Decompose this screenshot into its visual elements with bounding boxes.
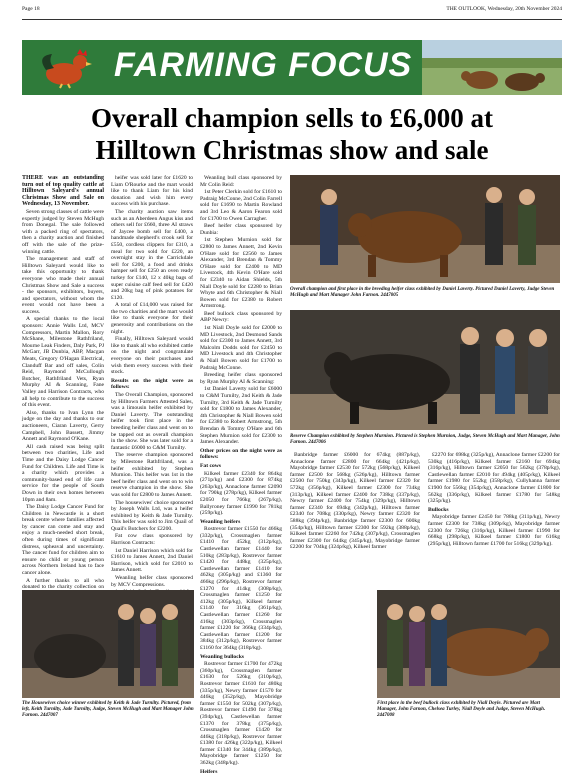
subheading: Heifers xyxy=(200,768,218,775)
paragraph: Kilkeel farmer £2340 for 864kg (271p/kg) and £2300 for 874kg (263p/kg), Annaclone farmer £2090 for 790kg (278p/kg), Kilkeel farmer £2050 for 766kg (267p/kg), Ballyroney farmer £1990 for 781kg (259p/kg). xyxy=(200,470,282,517)
rooster-icon xyxy=(34,48,104,88)
paragraph: Also, thanks to Ivan Lynn the judge on the day and thanks to our auctioneers, Ciaran Laverty, Gerry Campbell, John Bassett, Jimmy Annett and Raymond O'Kane. xyxy=(22,409,104,443)
paragraph: 1st Daniel Harrison which sold for £1610 to James Annett, 2nd Daniel Harrison, which sold for £2010 to James Annett. xyxy=(111,547,193,574)
subheading: Results on the night were as follows: xyxy=(111,377,193,391)
paragraph: A total of £14,000 was raised for the two charities and the mart would like to thank everyone for their generosity and contributions on the night. xyxy=(111,302,193,335)
paragraph: The reserve champion sponsored by Milestone Rathfriland, was a heifer exhibited by Stephen Murnion. This heifer was 1st in the beef heifer class and went on to win reserve champion in the show. She was sold for £2800 to James Annett. xyxy=(111,452,193,498)
publication-line: THE OUTLOOK, Wednesday, 20th November 2024 xyxy=(446,6,562,12)
farming-focus-banner xyxy=(22,40,562,95)
paragraph: A further thanks to all who donated to the charity collection on xyxy=(22,577,104,591)
subheading: Other prices on the night were as follows: xyxy=(200,447,282,461)
article-column-4 xyxy=(290,452,420,582)
paragraph: Rostrevor farmer £1700 for 472kg (360p/kg), Crossmaglen farmer £1630 for 526kg (310p/kg), Rostrevor farmer £1610 for 480kg (335p/kg), Newry farmer £1570 for 446kg (352p/kg), Mayobridge farmer £1550 for 502kg (307p/kg), Rostrevor farmer £1490 for 378kg (394p/kg), Castlewellan farmer £1370 for 378kg (375p/kg), Crossmaglen farmer £1420 for 446kg (318p/kg), Rostrevor farmer £1380 for 426kg (322p/kg), Kilkeel farmer £1340 for 344kg (389p/kg), Mayobridge farmer £1250 for 362kg (348p/kg). xyxy=(200,661,282,767)
paragraph: The Daisy Lodge Cancer Fund for Children in Newcastle is a short break centre where families affected by cancer can come and stay and enjoy a much-needed short break, often during times of significant distress, upheaval and uncertainty. The cancer fund for children aim to ensure no child or young person across Northern Ireland has to face cancer alone. xyxy=(22,504,104,577)
article-column-5 xyxy=(428,452,560,582)
paragraph: 1st Niall Doyle sold for £2000 to MD Livestock, 2nd Desmond Sands sold for £2300 to James Annett, 3rd Malcolm Dodds sold for £2450 to MD Livestock and 4th Christopher & Niall Bowen sold for £1700 to Padraig McConne. xyxy=(200,325,282,371)
headline-line-1: Overall champion sells to £6,000 at xyxy=(91,103,493,133)
page-header xyxy=(22,6,562,18)
headline-line-2: Hilltown Christmas show and sale xyxy=(95,135,489,165)
paragraph: Rostrevor farmer £1550 for 466kg (332p/kg), Crossmaglen farmer £1410 for 452kg (312p/kg), Castlewellan farmer £1440 for 510kg (283p/kg), Rostrevor farmer £1420 for 448kg (325p/kg), Castlewellan farmer £1410 for 462kg (305p/kg) and £1360 for 466kg (296p/kg), Rostrevor farmer £1270 for 414kg (308p/kg), Crossmaglen farmer £1250 for 412kg (305p/kg), Kilkeel farmer £1140 for 316kg (361p/kg), Castlewellan farmer £1260 for 416kg (303p/kg), Crossmaglen farmer £1220 for 366kg (334p/kg), Castlewellan farmer £1200 for 384kg (312p/kg), Rostrevor farmer £1160 for 364kg (318p/kg). xyxy=(200,526,282,651)
subheading: Weanling heifers xyxy=(200,518,241,525)
article-column-2 xyxy=(111,175,193,588)
housewives-choice-photo xyxy=(22,590,194,698)
subheading: Fat cows xyxy=(200,462,221,469)
paragraph: Breeding heifer class sponsored by Ryan Murphy AI & Scanning: xyxy=(200,372,282,385)
paragraph: All cash raised was being split between two charities, Life and Time and the Daisy Lodge Cancer Fund for Children. Life and Time is a charity which provides a community-based end of life care service for the people of South Down in their own homes between 10pm and 8am. xyxy=(22,443,104,503)
header-rule xyxy=(22,19,562,20)
paragraph: 1st Peter Clerkin sold for £1610 to Padraig McConne, 2nd Colin Farrell sold for £1690 to Martin Rowland and 3rd Leo & Aaron Fearon sold for £1700 to Owen Carragher. xyxy=(200,189,282,222)
subheading: Weanling bullocks xyxy=(200,653,244,660)
paragraph: The Overall Champion, sponsored by Hilltown Farmers Attested Sales, was a limousin heifer exhibited by Daniel Laverty. The outstanding heifer took first place in the breeding heifer class and went on to be tapped out as overall champion in the show. She was later sold for a fantastic £6000 to C&M Turnilty. xyxy=(111,392,193,451)
paragraph: heifer was sold later for £1620 to Liam O'Rourke and the mart would like to thank Liam for his kind donation and wish him every success with his purchase. xyxy=(111,175,193,208)
photo-caption: Reserve Champion exhibited by Stephen Murnion. Pictured is Stephen Murnion, Judge, Steven McHugh and Mart Manager, John Farnon. 2447006 xyxy=(290,434,560,445)
reserve-champion-photo xyxy=(290,310,560,430)
paragraph: Finally, Hilltown Saleyard would like to thank all who exhibited cattle on the night and congratulate everyone on their purchases and wish them every success with their stock. xyxy=(111,336,193,376)
headline xyxy=(22,102,562,166)
paragraph: The management and staff of Hilltown Saleyard would like to take this opportunity to thank everyone who made their annual Christmas Show and Sale a success - the sponsors, exhibitors, buyers, and spectators, without whom the event would not have been a success. xyxy=(22,256,104,315)
cattle-field-graphic xyxy=(422,40,562,95)
paragraph: £2270 for 698kg (325p/kg), Annaclone farmer £2200 for 530kg (416p/kg), Kilkeel farmer £2160 for 694kg (316p/kg), Hilltown farmer £2050 for 562kg (378p/kg), Castlewellan farmer £2010 for 494kg (405p/kg), Kilkeel farmer £1980 for 552kg (358p/kg), Cullyhanna farmer £1900 for 556kg (354p/kg), Annaclone farmer £1800 for 562kg (336p/kg), Kilkeel farmer £1780 for 548kg (325p/kg). xyxy=(428,452,560,505)
photo-caption: First place in the beef bullock class exhibited by Niall Doyle. Pictured are Mart Manager, John Farnon, Chelsea Turley, Niall Doyle and Judge, Steven McHugh. 2447008 xyxy=(377,701,546,718)
paragraph: Beef bullock class sponsored by ABP Newry: xyxy=(200,310,282,324)
paragraph: Beef heifer class sponsored by Dunbia: xyxy=(200,223,282,236)
article-column-1 xyxy=(22,175,104,591)
article-column-3 xyxy=(200,175,282,775)
overall-champion-photo xyxy=(290,175,560,283)
photo-caption: Overall champion and first place in the breeding heifer class exhibited by Daniel Laverty. Pictured Daniel Laverty, Judge Steven McHugh and Mart Manager John Farnon. 2447005 xyxy=(290,287,555,298)
paragraph: Fat cow class sponsored by Harrison Contracts: xyxy=(111,533,193,547)
beef-bullock-photo xyxy=(377,590,560,698)
paragraph: 1st Daniel Laverty sold for £6000 to C&M Turnilty, 2nd Keith & Jade Turnilty, 3rd Keith & Jade Turnilty sold for £1800 to James Alexander, 4th Christopher & Niall Bowen sold for £2380 to Robert Armstrong, 5th Brendan & Tommy O'Hare and 6th Stephen Murnion sold for £2300 to James Alexander. xyxy=(200,386,282,446)
paragraph: Weanling heifer class sponsored by MCV Compressions. xyxy=(111,575,193,588)
paragraph: Banbridge farmer £6000 for 674kg (887p/kg), Annaclone farmer £2800 for 664kg (421p/kg), Mayobridge farmer £2530 for 572kg (568p/kg), Kilkeel farmer £2500 for 568kg (526p/kg), Hilltown farmer £2500 for 750kg (343p/kg), Kilkeel farmer £2320 for 572kg (356p/kg), Kilkeel farmer £2300 for 734kg (313p/kg), Kilkeel farmer £2400 for 738kg (337p/kg), Newry farmer £2400 for 754kg (329p/kg), Hilltown farmer £2340 for 694kg (342p/kg), Hilltown farmer £2340 for 708kg (330p/kg), Newry farmer £2320 for 588kg (394p/kg), Banbridge farmer £2300 for 600kg (354p/kg), Hilltown farmer £2300 for 592kg (388p/kg), Kilkeel farmer £2260 for 742kg (307p/kg), Crossmaglen farmer £2300 for 644kg (345p/kg), Mayobridge farmer £2200 for 704kg (324p/kg), Kilkeel farmer xyxy=(290,452,420,551)
paragraph: 1st Stephen Murnion sold for £2800 to James Annett, 2nd Kevin O'Hare sold for £2560 to James Alexander, 3rd Brendan & Tommy O'Hare sold for £2400 to MD Livestock, 4th Kevin O'Hare sold for £2340 to Aidan Shields, 5th Niall Doyle sold for £2280 to Brian Whyte and 6th Christopher & Niall Bowen sold for £2380 to Robert Armstrong. xyxy=(200,237,282,310)
paragraph: Seven strong classes of cattle were expertly judged by Steven McHugh from Donegal. The sale followed with a packed ring of spectators, then a charity auction and finished off with the sale of the prize-winning cattle. xyxy=(22,208,104,255)
paragraph: Mayobridge farmer £2450 for 788kg (311p/kg), Newry farmer £2300 for 738kg (309p/kg), Mayobridge farmer £2300 for 726kg (316p/kg), Kilkeel farmer £1990 for 668kg (298p/kg), Kilkeel farmer £1800 for 616kg (295p/kg), Hilltown farmer £1700 for 516kg (329p/kg). xyxy=(428,514,560,547)
paragraph: The charity auction saw items such as an Aberdeen Angus kiss and others sell for £660, three AI straws of Jaycee bomb sell for £400, a handmade shepherd's crook sell for £550, cordless clippers for £310, a meal for two sold for £220, an overnight stay in the Carrickdale sell for £200, a food and drinks hamper sell for £250 an oven ready turkey for £140, 12 x 40kg bags of super cuisine calf feed sell for £420 and 20kg bag of pink potatoes for £120. xyxy=(111,208,193,301)
article-lead: THERE was an outstanding turn out of top quality cattle at Hilltown Saleyard's annual Christmas Show and Sale on Wednesday, 13 November. xyxy=(22,175,104,208)
paragraph: A special thanks to the local sponsors: Annie Walls Ltd, MCV Compressors, Martin Mallon, Rory McShane, Milestone Rathfriland, Mourne Leak Finders, Daly Park, PJ McGarr, JB Dunbia, ABP, Macgan Meats, Gregory O'Hagan Electrical, Clanduff Bar and off sales, Colin Reid, Raymond McCullough Butcher, Rathfriland Vets, Ryan Murphy AI & Scanning, Fane Valley and Harrison Contracts, who all help to contribute to the success of this event. xyxy=(22,316,104,409)
banner-title: FARMING FOCUS xyxy=(114,46,413,84)
page-number: Page 18 xyxy=(22,6,40,12)
paragraph: Weanling bull class sponsored by Mr Colin Reid: xyxy=(200,175,282,188)
photo-caption: The Housewives choice winner exhibited by Keith & Jade Turnilty. Pictured, from left, Keith Turnilty, Jade Turnilty, Judge, Steven McHugh and Mart Manager John Farnon. 2447007 xyxy=(22,701,194,718)
paragraph: The housewives' choice sponsored by Joseph Walls Ltd, was a heifer exhibited by Keith & Jade Turnilty. This heifer was sold to Jim Quail of Quail's Butchers for £2200. xyxy=(111,499,193,532)
subheading: Bullocks xyxy=(428,506,449,513)
